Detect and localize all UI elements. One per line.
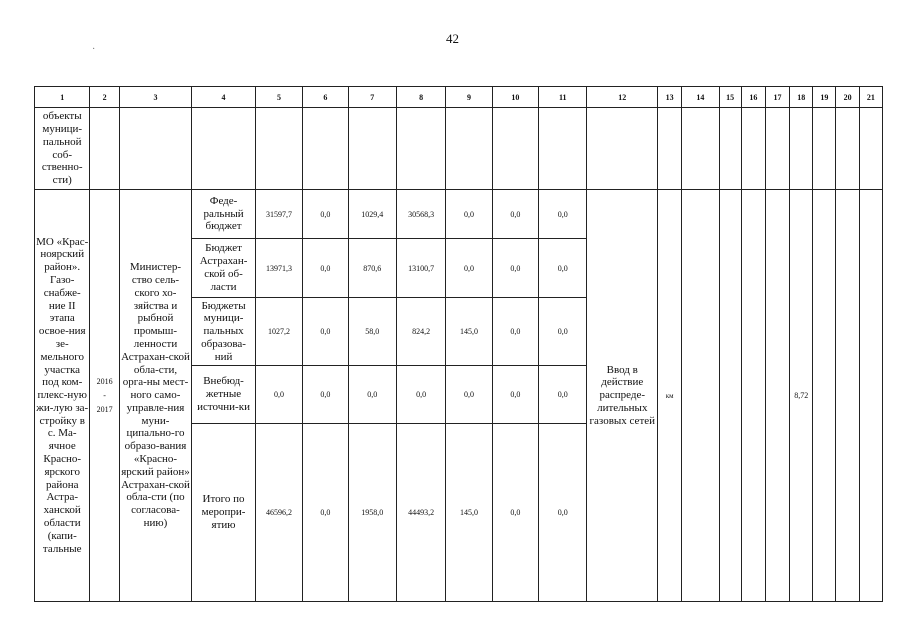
value-cell: 0,0 <box>446 239 492 298</box>
continuation-row <box>35 108 883 190</box>
header-cell-14: 14 <box>682 87 719 108</box>
header-cell-10: 10 <box>492 87 538 108</box>
empty-cell <box>836 190 859 602</box>
value-cell: 145,0 <box>446 424 492 602</box>
value-cell: 0,0 <box>348 366 396 424</box>
funding-source-cell: Бюджеты муници-пальных образова-ний <box>192 298 256 366</box>
empty-cell <box>682 108 719 190</box>
value-cell: 46596,2 <box>255 424 302 602</box>
stray-mark: · <box>92 44 96 55</box>
value-cell: 0,0 <box>492 190 538 239</box>
funding-source-cell: Итого по меропри-ятию <box>192 424 256 602</box>
header-cell-5: 5 <box>255 87 302 108</box>
funding-source-cell: Феде-ральный бюджет <box>192 190 256 239</box>
header-cell-6: 6 <box>303 87 348 108</box>
empty-cell <box>765 108 789 190</box>
empty-cell <box>658 108 682 190</box>
object-name-cell: МО «Крас-ноярский район». Газо-снабже-ние II этапа освое-ния зе-мельного участка под ком-плекс-ную жи-лую за-стройку в с. Ма-ячное Красно-ярского района Астра-ханской области (капи-тальные <box>35 190 90 602</box>
empty-cell <box>348 108 396 190</box>
value-cell: 44493,2 <box>396 424 445 602</box>
empty-cell <box>539 108 587 190</box>
empty-cell <box>255 108 302 190</box>
empty-cell <box>719 190 741 602</box>
funding-source-cell: Бюджет Астрахан-ской об-ласти <box>192 239 256 298</box>
value-cell: 0,0 <box>255 366 302 424</box>
value-cell: 0,0 <box>539 298 587 366</box>
header-cell-12: 12 <box>587 87 658 108</box>
value-cell: 30568,3 <box>396 190 445 239</box>
header-cell-19: 19 <box>813 87 836 108</box>
value-cell: 0,0 <box>446 366 492 424</box>
value-cell: 0,0 <box>539 366 587 424</box>
header-cell-15: 15 <box>719 87 741 108</box>
end-year: 2017 <box>96 404 113 414</box>
value-cell: 13100,7 <box>396 239 445 298</box>
header-cell-1: 1 <box>35 87 90 108</box>
value-cell: 1958,0 <box>348 424 396 602</box>
empty-cell <box>90 108 119 190</box>
years-cell <box>90 190 119 602</box>
continuation-object-cell: объекты муници-пальной соб-ственно-сти) <box>35 108 90 190</box>
table-row <box>35 190 883 239</box>
value-cell: 0,0 <box>539 424 587 602</box>
empty-cell <box>719 108 741 190</box>
value-cell: 31597,7 <box>255 190 302 239</box>
empty-cell <box>303 108 348 190</box>
header-cell-7: 7 <box>348 87 396 108</box>
header-cell-8: 8 <box>396 87 445 108</box>
value-cell: 0,0 <box>492 239 538 298</box>
header-cell-2: 2 <box>90 87 119 108</box>
empty-cell <box>446 108 492 190</box>
executor-cell: Министер-ство сель-ского хо-зяйства и рыбной промыш-ленности Астрахан-ской обла-сти, орга-ны мест-ного само-управле-ния муни-ципально-го образо-вания «Красно-ярский район» Астрахан-ской обла-сти (по согласова-нию) <box>119 190 192 602</box>
empty-cell <box>813 108 836 190</box>
funding-source-cell: Внебюд-жетные источни-ки <box>192 366 256 424</box>
empty-cell <box>765 190 789 602</box>
header-cell-17: 17 <box>765 87 789 108</box>
value-cell: 0,0 <box>446 190 492 239</box>
empty-cell <box>682 190 719 602</box>
unit-cell: км <box>658 190 682 602</box>
empty-cell <box>119 108 192 190</box>
value-cell: 0,0 <box>539 239 587 298</box>
value-cell: 870,6 <box>348 239 396 298</box>
header-cell-9: 9 <box>446 87 492 108</box>
value-cell: 0,0 <box>303 366 348 424</box>
header-cell-3: 3 <box>119 87 192 108</box>
empty-cell <box>192 108 256 190</box>
empty-cell <box>859 190 882 602</box>
value-cell: 0,0 <box>539 190 587 239</box>
value-cell: 1029,4 <box>348 190 396 239</box>
value-cell: 0,0 <box>492 298 538 366</box>
value-cell: 58,0 <box>348 298 396 366</box>
header-cell-16: 16 <box>741 87 765 108</box>
start-year: 2016 <box>96 376 113 386</box>
empty-cell <box>396 108 445 190</box>
value-cell: 0,0 <box>303 190 348 239</box>
indicator-cell: Ввод в действие распреде-лительных газовых сетей <box>587 190 658 602</box>
header-cell-18: 18 <box>790 87 813 108</box>
header-cell-11: 11 <box>539 87 587 108</box>
value-cell: 0,0 <box>396 366 445 424</box>
empty-cell <box>859 108 882 190</box>
page-number: 42 <box>446 31 459 46</box>
value-cell: 0,0 <box>492 366 538 424</box>
value-cell: 145,0 <box>446 298 492 366</box>
empty-cell <box>790 108 813 190</box>
header-row <box>35 87 883 108</box>
value-cell: 0,0 <box>303 239 348 298</box>
program-table <box>34 86 883 602</box>
value-cell: 13971,3 <box>255 239 302 298</box>
header-cell-4: 4 <box>192 87 256 108</box>
year-dash: - <box>103 390 106 400</box>
empty-cell <box>741 108 765 190</box>
value-cell: 1027,2 <box>255 298 302 366</box>
empty-cell <box>836 108 859 190</box>
value-cell: 0,0 <box>492 424 538 602</box>
empty-cell <box>587 108 658 190</box>
empty-cell <box>741 190 765 602</box>
empty-cell <box>813 190 836 602</box>
value-cell: 0,0 <box>303 298 348 366</box>
header-cell-13: 13 <box>658 87 682 108</box>
value-cell: 0,0 <box>303 424 348 602</box>
empty-cell <box>492 108 538 190</box>
indicator-value-cell: 8,72 <box>790 190 813 602</box>
value-cell: 824,2 <box>396 298 445 366</box>
header-cell-20: 20 <box>836 87 859 108</box>
header-cell-21: 21 <box>859 87 882 108</box>
